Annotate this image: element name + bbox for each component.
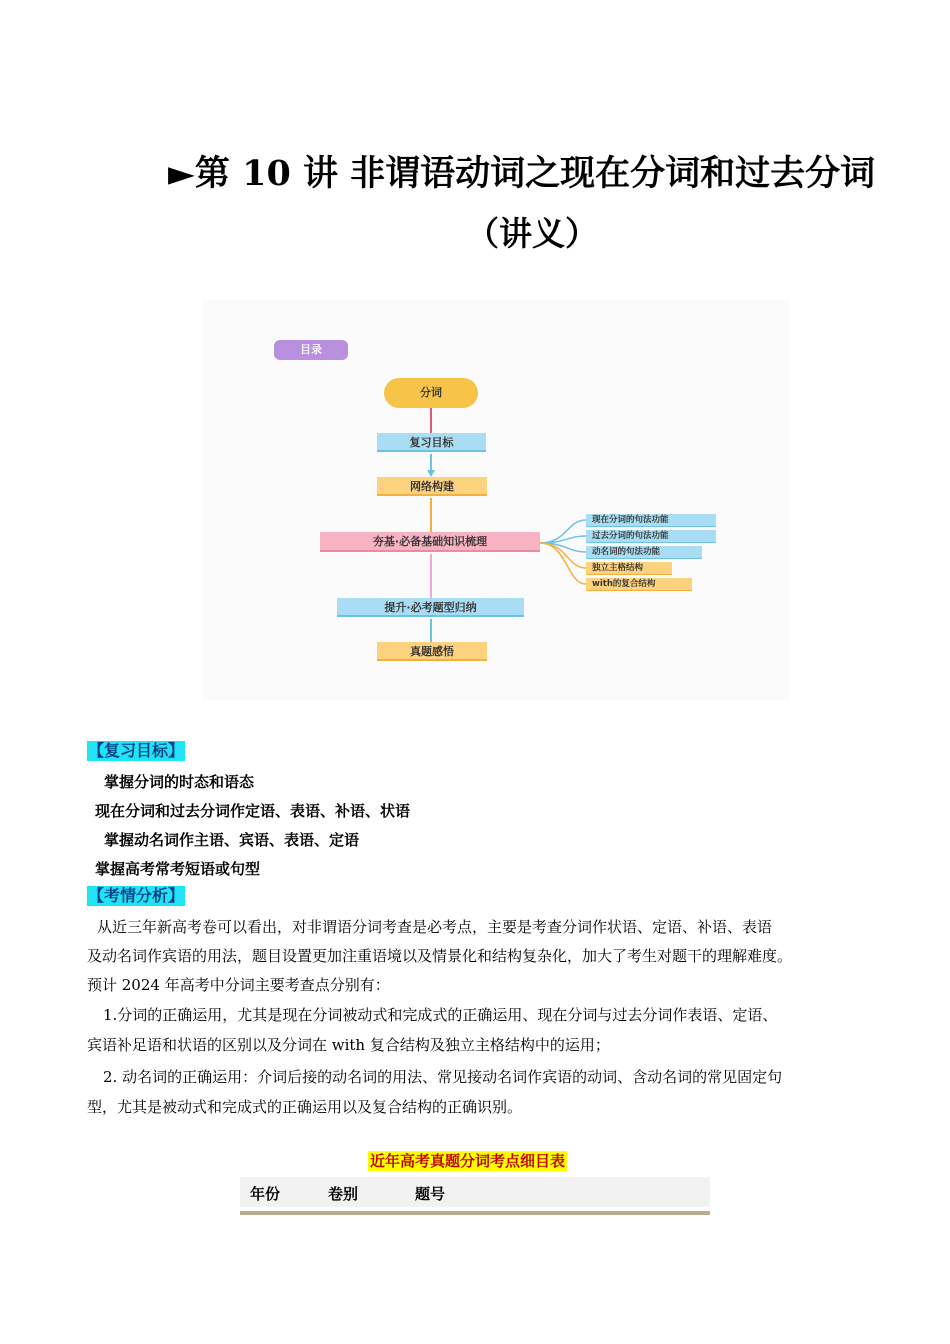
node-upgrade: 提升·必考题型归纳 xyxy=(337,598,524,617)
title-line-2: （讲义） xyxy=(466,214,598,253)
goal-item: 掌握分词的时态和语态 xyxy=(104,773,255,791)
leaf-past-participle: 过去分词的句法功能 xyxy=(586,530,716,543)
toc-label: 目录 xyxy=(274,340,348,360)
node-basics: 夯基·必备基础知识梳理 xyxy=(320,532,540,552)
title-line-1: ►第 10 讲 非谓语动词之现在分词和过去分词 xyxy=(168,153,876,194)
leaf-present-participle: 现在分词的句法功能 xyxy=(586,514,716,527)
leaf-absolute-construction: 独立主格结构 xyxy=(586,562,672,575)
analysis-line: 预计 2024 年高考中分词主要考查点分别有： xyxy=(87,976,390,994)
connector-arrow xyxy=(427,470,435,477)
col-year: 年份 xyxy=(250,1185,281,1203)
goal-item: 掌握高考常考短语或句型 xyxy=(95,860,261,878)
analysis-line: 1.分词的正确运用，尤其是现在分词被动式和完成式的正确运用、现在分词与过去分词作表语、定语、 xyxy=(103,1006,778,1024)
table-rule xyxy=(240,1211,710,1215)
analysis-line: 宾语补足语和状语的区别以及分词在 with 复合结构及独立主格结构中的运用； xyxy=(87,1036,610,1054)
mindmap-connectors xyxy=(202,300,790,700)
node-real-questions: 真题感悟 xyxy=(377,642,487,661)
table-title: 近年高考真题分词考点细目表 xyxy=(370,1152,566,1170)
analysis-line: 2. 动名词的正确运用：介词后接的动名词的用法、常见接动名词作宾语的动词、含动名词的常见固定句 xyxy=(103,1068,783,1086)
analysis-line: 型，尤其是被动式和完成式的正确运用以及复合结构的正确识别。 xyxy=(87,1098,523,1116)
leaf-with-structure: with的复合结构 xyxy=(586,578,692,591)
mindmap-figure xyxy=(202,300,790,700)
goal-item: 现在分词和过去分词作定语、表语、补语、状语 xyxy=(95,802,411,820)
review-goals-tag: 【复习目标】 xyxy=(88,741,185,760)
analysis-line: 从近三年新高考卷可以看出，对非谓语分词考查是必考点，主要是考查分词作状语、定语、补语、表语 xyxy=(97,918,773,936)
node-review-goals: 复习目标 xyxy=(377,433,486,452)
leaf-gerund: 动名词的句法功能 xyxy=(586,546,702,559)
branch-5 xyxy=(540,543,586,584)
node-network: 网络构建 xyxy=(377,477,487,496)
goal-item: 掌握动名词作主语、宾语、表语、定语 xyxy=(104,831,360,849)
col-question: 题号 xyxy=(415,1185,446,1203)
table-header xyxy=(240,1177,710,1207)
analysis-tag: 【考情分析】 xyxy=(88,886,185,905)
analysis-line: 及动名词作宾语的用法，题目设置更加注重语境以及情景化和结构复杂化，加大了考生对题干的理解难度。 xyxy=(87,947,793,965)
root-node: 分词 xyxy=(384,378,478,408)
col-paper: 卷别 xyxy=(328,1185,359,1203)
